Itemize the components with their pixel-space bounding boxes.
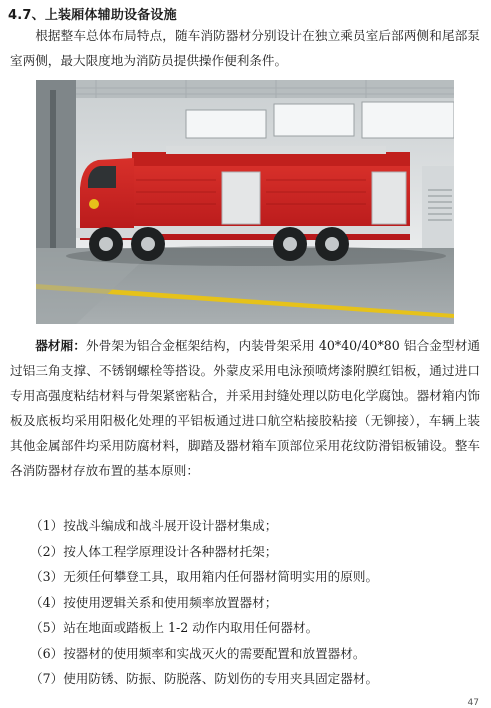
equipment-box-lead: 器材厢： bbox=[35, 338, 87, 353]
section-heading: 4.7、上装厢体辅助设备设施 bbox=[8, 8, 177, 23]
list-item: （3）无须任何攀登工具，取用箱内任何器材简明实用的原则。 bbox=[30, 569, 379, 584]
equipment-box-text: 外骨架为铝合金框架结构，内装骨架采用 40*40/40*80 铝合金型材通过铝三角支撑、不锈钢螺栓等搭设。外蒙皮采用电泳预喷烤漆附膜红铝板，通过进口专用高强度粘结材料与骨架紧密粘合，并采用封缝处理以防电化学腐蚀。器材箱内饰板及底板均采用阳极化处理的平铝板通过进口航空粘接胶粘接（无铆接），车辆上装其他金属部件均采用防腐材料，脚踏及器材箱车顶部位采用花纹防滑铝板铺设。整车各消防器材存放布置的基本原则： bbox=[10, 338, 480, 478]
list-item: （6）按器材的使用频率和实战灭火的需要配置和放置器材。 bbox=[30, 645, 366, 661]
list-item: （4）按使用逻辑关系和使用频率放置器材； bbox=[30, 594, 278, 610]
page-number: 47 bbox=[467, 698, 479, 708]
list-item: （2）按人体工程学原理设计各种器材托架； bbox=[30, 543, 278, 559]
list-item: （5）站在地面或踏板上 1-2 动作内取用任何器材。 bbox=[30, 620, 319, 635]
list-item: （1）按战斗编成和战斗展开设计器材集成； bbox=[30, 518, 278, 533]
equipment-box-paragraph bbox=[10, 333, 480, 483]
intro-paragraph: 根据整车总体布局特点，随车消防器材分别设计在独立乘员室后部两侧和尾部泵室两侧，最大限度地为消防员提供操作便利条件。 bbox=[10, 28, 480, 68]
principles-list bbox=[30, 513, 378, 692]
list-item: （7）使用防锈、防振、防脱落、防划伤的专用夹具固定器材。 bbox=[30, 671, 379, 686]
fire-truck-photo bbox=[36, 80, 454, 324]
